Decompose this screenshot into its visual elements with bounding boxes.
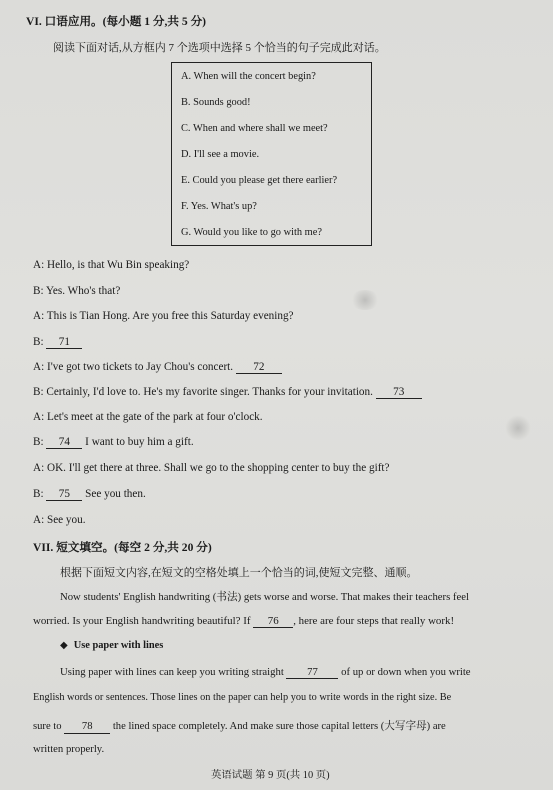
option-e: E. Could you please get there earlier? [181, 175, 338, 186]
dialogue-text: See you. [46, 514, 86, 526]
scan-smudge [350, 290, 380, 310]
dialogue-line [33, 488, 146, 501]
answer-blank-76[interactable]: 76 [253, 615, 293, 628]
section-6-title: VI. 口语应用。 [26, 15, 103, 28]
passage-text: , here are four steps that really work! [293, 615, 455, 627]
speaker-label: B: [33, 336, 44, 348]
section-6-instruction: 阅读下面对话,从方框内 7 个选项中选择 5 个恰当的句子完成此对话。 [53, 42, 386, 54]
passage-text: the lined space completely. And make sure those capital letters (大写字母) are [112, 721, 446, 732]
dialogue-line [33, 361, 282, 374]
dialogue-text: Yes. Who's that? [45, 285, 121, 297]
speaker-label: B: [33, 436, 44, 448]
dialogue-text: See you then. [85, 488, 146, 500]
answer-blank-75[interactable]: 75 [46, 488, 82, 501]
passage-line [33, 615, 454, 628]
answer-blank-73[interactable]: 73 [376, 386, 422, 399]
speaker-label: A: [33, 514, 45, 526]
option-g: G. Would you like to go with me? [181, 227, 322, 238]
passage-text: of up or down when you write [341, 666, 471, 678]
passage-text: worried. Is your English handwriting beautiful? If [33, 615, 251, 627]
answer-blank-77[interactable]: 77 [286, 666, 338, 679]
option-c: C. When and where shall we meet? [181, 123, 328, 134]
speaker-label: B: [33, 285, 44, 297]
passage-line [33, 718, 446, 734]
answer-blank-71[interactable]: 71 [46, 336, 82, 349]
section-6-score: (每小题 1 分,共 5 分) [102, 15, 207, 28]
dialogue-line [33, 285, 120, 297]
section-7-title: VII. 短文填空。 [33, 541, 115, 554]
dialogue-line [33, 386, 422, 399]
option-f: F. Yes. What's up? [181, 201, 257, 212]
page-footer: 英语试题 第 9 页(共 10 页) [211, 770, 330, 781]
dialogue-text: Certainly, I'd love to. He's my favorite singer. Thanks for your invitation. [46, 386, 373, 398]
answer-blank-72[interactable]: 72 [236, 361, 282, 374]
speaker-label: A: [33, 361, 45, 373]
speaker-label: B: [33, 488, 44, 500]
passage-line: Now students' English handwriting (书法) gets worse and worse. That makes their teachers feel [60, 591, 469, 603]
dialogue-text: I've got two tickets to Jay Chou's concert. [46, 361, 234, 373]
speaker-label: A: [33, 310, 45, 322]
options-box [171, 62, 372, 246]
dialogue-line [33, 411, 263, 423]
subheading-text: Use paper with lines [73, 640, 164, 651]
speaker-label: A: [33, 411, 45, 423]
dialogue-text: I want to buy him a gift. [85, 436, 194, 448]
passage-text: sure to [33, 721, 62, 732]
option-a: A. When will the concert begin? [181, 71, 316, 82]
answer-blank-74[interactable]: 74 [46, 436, 82, 449]
speaker-label: B: [33, 386, 44, 398]
passage-text: Using paper with lines can keep you writing straight [60, 666, 284, 678]
section-6-heading [26, 13, 206, 29]
passage-line: English words or sentences. Those lines on the paper can help you to write words in the right size. Be [33, 692, 452, 703]
scan-smudge [505, 415, 531, 441]
option-b: B. Sounds good! [181, 97, 251, 108]
dialogue-line [33, 436, 194, 449]
dialogue-line [33, 514, 86, 526]
dialogue-text: Hello, is that Wu Bin speaking? [46, 259, 190, 271]
dialogue-line [33, 336, 82, 349]
dialogue-text: OK. I'll get there at three. Shall we go to the shopping center to buy the gift? [46, 462, 390, 474]
option-d: D. I'll see a movie. [181, 149, 260, 160]
dialogue-line [33, 310, 294, 322]
answer-blank-78[interactable]: 78 [64, 721, 110, 734]
passage-line: written properly. [33, 743, 105, 755]
diamond-bullet-icon: ◆ [60, 640, 68, 651]
speaker-label: A: [33, 462, 45, 474]
dialogue-line [33, 462, 390, 474]
speaker-label: A: [33, 259, 45, 271]
dialogue-text: This is Tian Hong. Are you free this Saturday evening? [46, 310, 294, 322]
section-7-score: (每空 2 分,共 20 分) [114, 541, 212, 554]
section-7-heading [33, 539, 212, 555]
dialogue-line [33, 259, 189, 271]
passage-subheading [60, 640, 163, 651]
passage-line [60, 666, 471, 679]
dialogue-text: Let's meet at the gate of the park at four o'clock. [46, 411, 263, 423]
section-7-instruction: 根据下面短文内容,在短文的空格处填上一个恰当的词,使短文完整、通顺。 [60, 567, 418, 579]
